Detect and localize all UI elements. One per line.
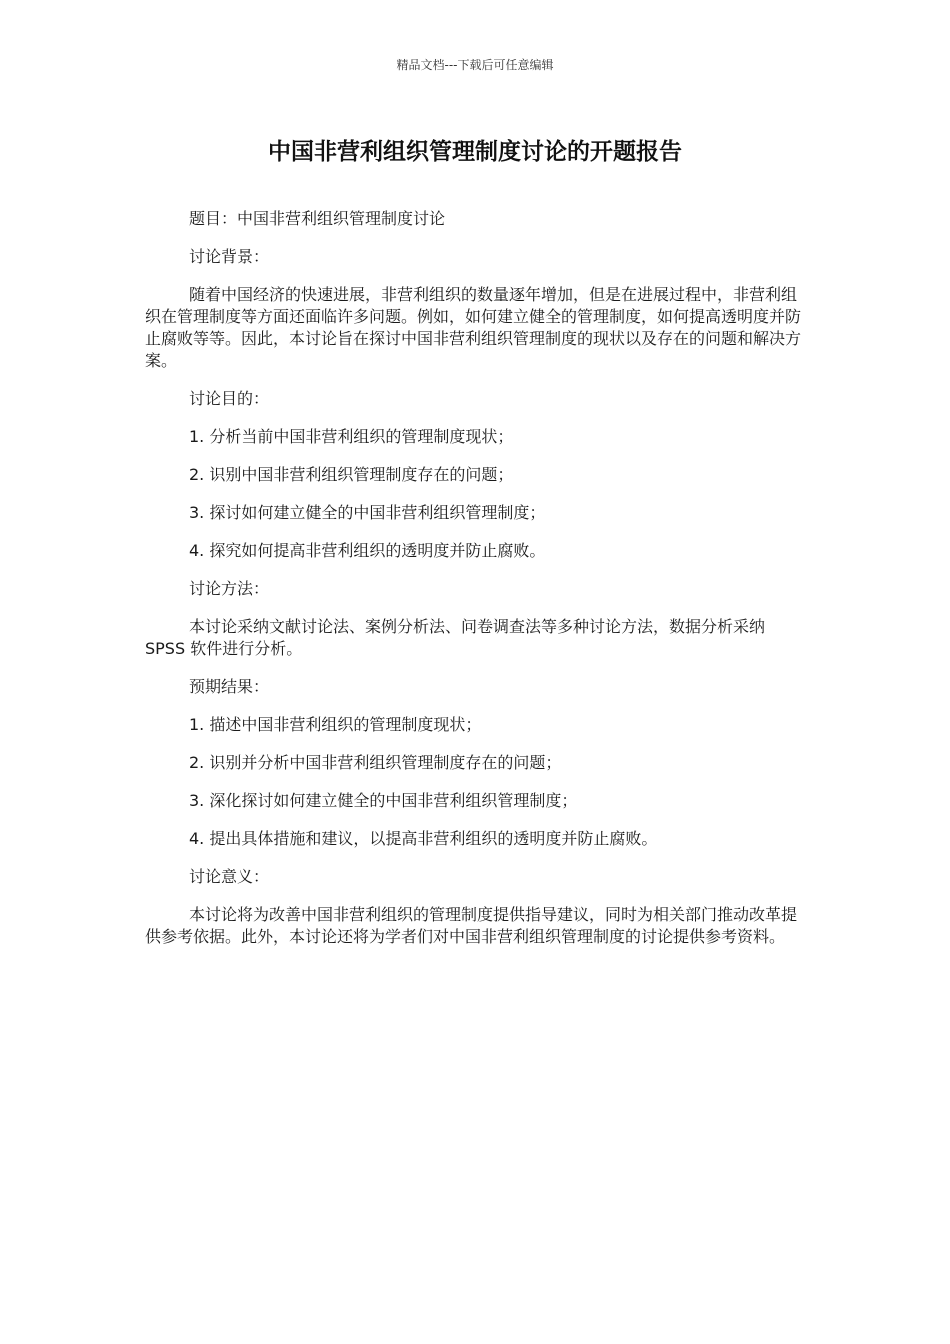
header-note: 精品文档---下载后可任意编辑 bbox=[396, 58, 554, 72]
section-heading-expected-results: 预期结果： bbox=[189, 677, 270, 696]
background-paragraph: 随着中国经济的快速进展，非营利组织的数量逐年增加，但是在进展过程中，非营利组织在管理制度等方面还面临许多问题。例如，如何建立健全的管理制度，如何提高透明度并防止腐败等等。因此，本讨论旨在探讨中国非营利组织管理制度的现状以及存在的问题和解决方案。 bbox=[145, 285, 802, 370]
significance-paragraph: 本讨论将为改善中国非营利组织的管理制度提供指导建议，同时为相关部门推动改革提供参考依据。此外，本讨论还将为学者们对中国非营利组织管理制度的讨论提供参考资料。 bbox=[145, 905, 798, 946]
section-heading-purpose: 讨论目的： bbox=[189, 389, 270, 408]
result-item-4: 4. 提出具体措施和建议，以提高非营利组织的透明度并防止腐败。 bbox=[189, 829, 658, 848]
purpose-item-2: 2. 识别中国非营利组织管理制度存在的问题； bbox=[189, 465, 514, 484]
purpose-item-3: 3. 探讨如何建立健全的中国非营利组织管理制度； bbox=[189, 503, 546, 522]
document-title: 中国非营利组织管理制度讨论的开题报告 bbox=[268, 139, 682, 165]
method-paragraph: 本讨论采纳文献讨论法、案例分析法、问卷调查法等多种讨论方法，数据分析采纳 SPSS 软件进行分析。 bbox=[145, 617, 766, 658]
document-body bbox=[145, 208, 807, 964]
result-item-3: 3. 深化探讨如何建立健全的中国非营利组织管理制度； bbox=[189, 791, 578, 810]
section-heading-background: 讨论背景： bbox=[189, 247, 270, 266]
purpose-item-1: 1. 分析当前中国非营利组织的管理制度现状； bbox=[189, 427, 514, 446]
result-item-2: 2. 识别并分析中国非营利组织管理制度存在的问题； bbox=[189, 753, 562, 772]
topic-line: 题目：中国非营利组织管理制度讨论 bbox=[189, 209, 446, 228]
purpose-item-4: 4. 探究如何提高非营利组织的透明度并防止腐败。 bbox=[189, 541, 546, 560]
section-heading-significance: 讨论意义： bbox=[189, 867, 270, 886]
result-item-1: 1. 描述中国非营利组织的管理制度现状； bbox=[189, 715, 482, 734]
section-heading-method: 讨论方法： bbox=[189, 579, 270, 598]
